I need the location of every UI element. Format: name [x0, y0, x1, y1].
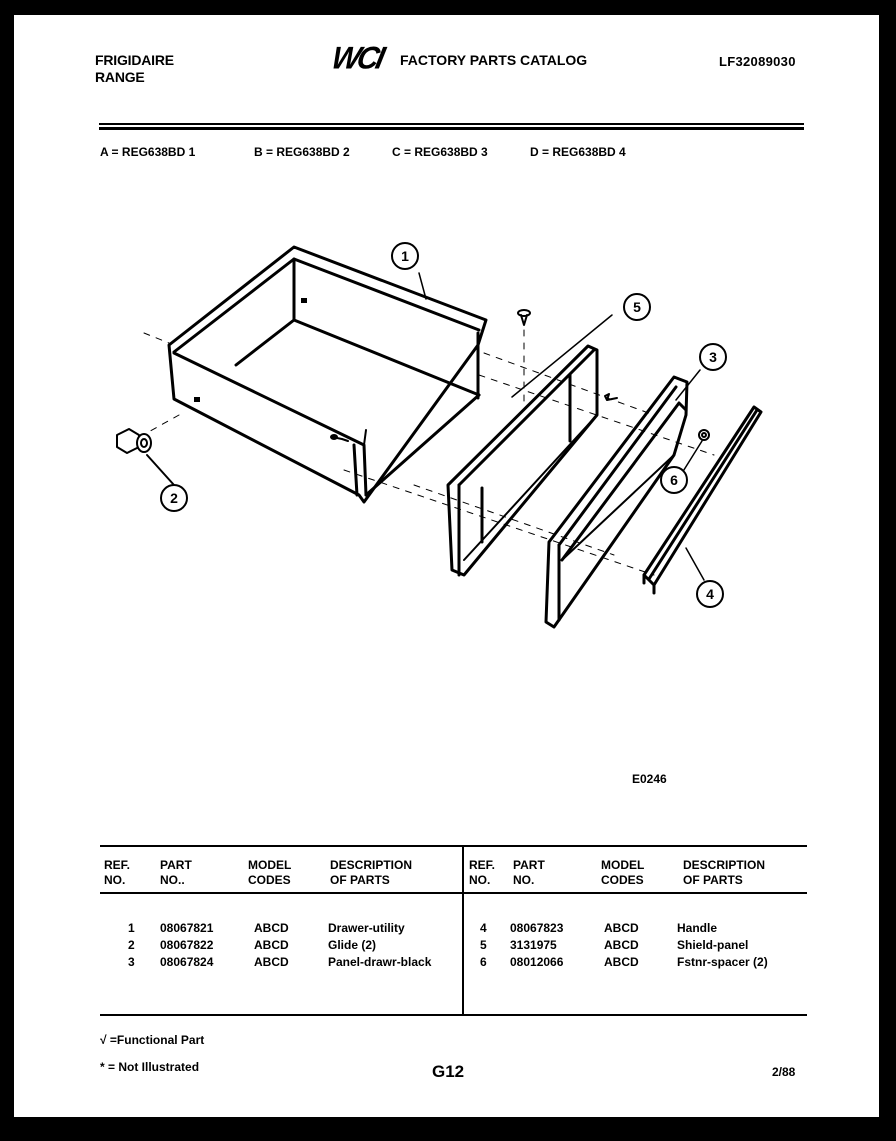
callout-4: 4	[696, 580, 724, 608]
drawer-panel-black-part	[546, 377, 687, 627]
row-5-ref: 5	[480, 938, 487, 952]
panel-screw	[605, 394, 617, 400]
row-5-model: ABCD	[604, 938, 639, 952]
callout-2: 2	[160, 484, 188, 512]
row-4-part: 08067823	[510, 921, 564, 935]
row-1-part: 08067821	[160, 921, 214, 935]
header-description: DESCRIPTION OF PARTS	[330, 858, 413, 887]
row-6-ref: 6	[480, 955, 487, 969]
row-5-desc: Shield-panel	[677, 938, 749, 952]
row-4-desc: Handle	[677, 921, 718, 935]
glide-part	[117, 429, 174, 485]
header-description-right: DESCRIPTION OF PARTS	[683, 858, 766, 887]
row-2-ref: 2	[128, 938, 135, 952]
exploded-parts-diagram	[14, 15, 879, 735]
model-b: B = REG638BD 2	[254, 145, 350, 159]
legend-functional-part: √ =Functional Part	[100, 1033, 205, 1047]
diagram-code: E0246	[632, 772, 667, 786]
row-3-part: 08067824	[160, 955, 214, 969]
catalog-date: 2/88	[772, 1065, 796, 1079]
document-code: LF32089030	[719, 54, 796, 69]
header-ref: REF. NO.	[104, 858, 131, 887]
row-6-desc: Fstnr-spacer (2)	[677, 955, 768, 969]
row-2-model: ABCD	[254, 938, 289, 952]
callout-3: 3	[699, 343, 727, 371]
row-6-part: 08012066	[510, 955, 564, 969]
row-2-part: 08067822	[160, 938, 214, 952]
row-3-ref: 3	[128, 955, 135, 969]
row-5-part: 3131975	[510, 938, 557, 952]
row-4-ref: 4	[480, 921, 487, 935]
callout-6: 6	[660, 466, 688, 494]
callout-1: 1	[391, 242, 419, 270]
legend-not-illustrated: * = Not Illustrated	[100, 1060, 200, 1074]
catalog-title: FACTORY PARTS CATALOG	[400, 52, 588, 68]
row-2-desc: Glide (2)	[328, 938, 377, 952]
table-column-divider	[462, 845, 464, 1016]
wci-logo: WCI	[328, 41, 386, 76]
model-d: D = REG638BD 4	[530, 145, 626, 159]
screw-part	[518, 310, 530, 325]
row-1-model: ABCD	[254, 921, 289, 935]
header-part: PART NO..	[160, 858, 192, 887]
header-model: MODEL CODES	[248, 858, 292, 887]
table-top-rule	[100, 845, 807, 847]
catalog-page	[14, 15, 879, 1117]
callout-5: 5	[623, 293, 651, 321]
table-header-rule	[100, 892, 807, 894]
row-3-model: ABCD	[254, 955, 289, 969]
row-6-model: ABCD	[604, 955, 639, 969]
product-type: RANGE	[95, 69, 145, 85]
parts-table	[100, 845, 807, 1016]
row-1-desc: Drawer-utility	[328, 921, 405, 935]
row-4-model: ABCD	[604, 921, 639, 935]
drawer-utility-part	[169, 247, 486, 502]
row-1-ref: 1	[128, 921, 135, 935]
model-a: A = REG638BD 1	[100, 145, 196, 159]
model-c: C = REG638BD 3	[392, 145, 488, 159]
header-ref-right: REF. NO.	[469, 858, 496, 887]
table-bottom-rule	[100, 1014, 807, 1016]
header-model-right: MODEL CODES	[601, 858, 645, 887]
brand-name: FRIGIDAIRE	[95, 52, 174, 68]
row-3-desc: Panel-drawr-black	[328, 955, 432, 969]
header-part-right: PART NO.	[513, 858, 545, 887]
page-number: G12	[432, 1062, 465, 1081]
callout-4-leader	[686, 548, 704, 580]
